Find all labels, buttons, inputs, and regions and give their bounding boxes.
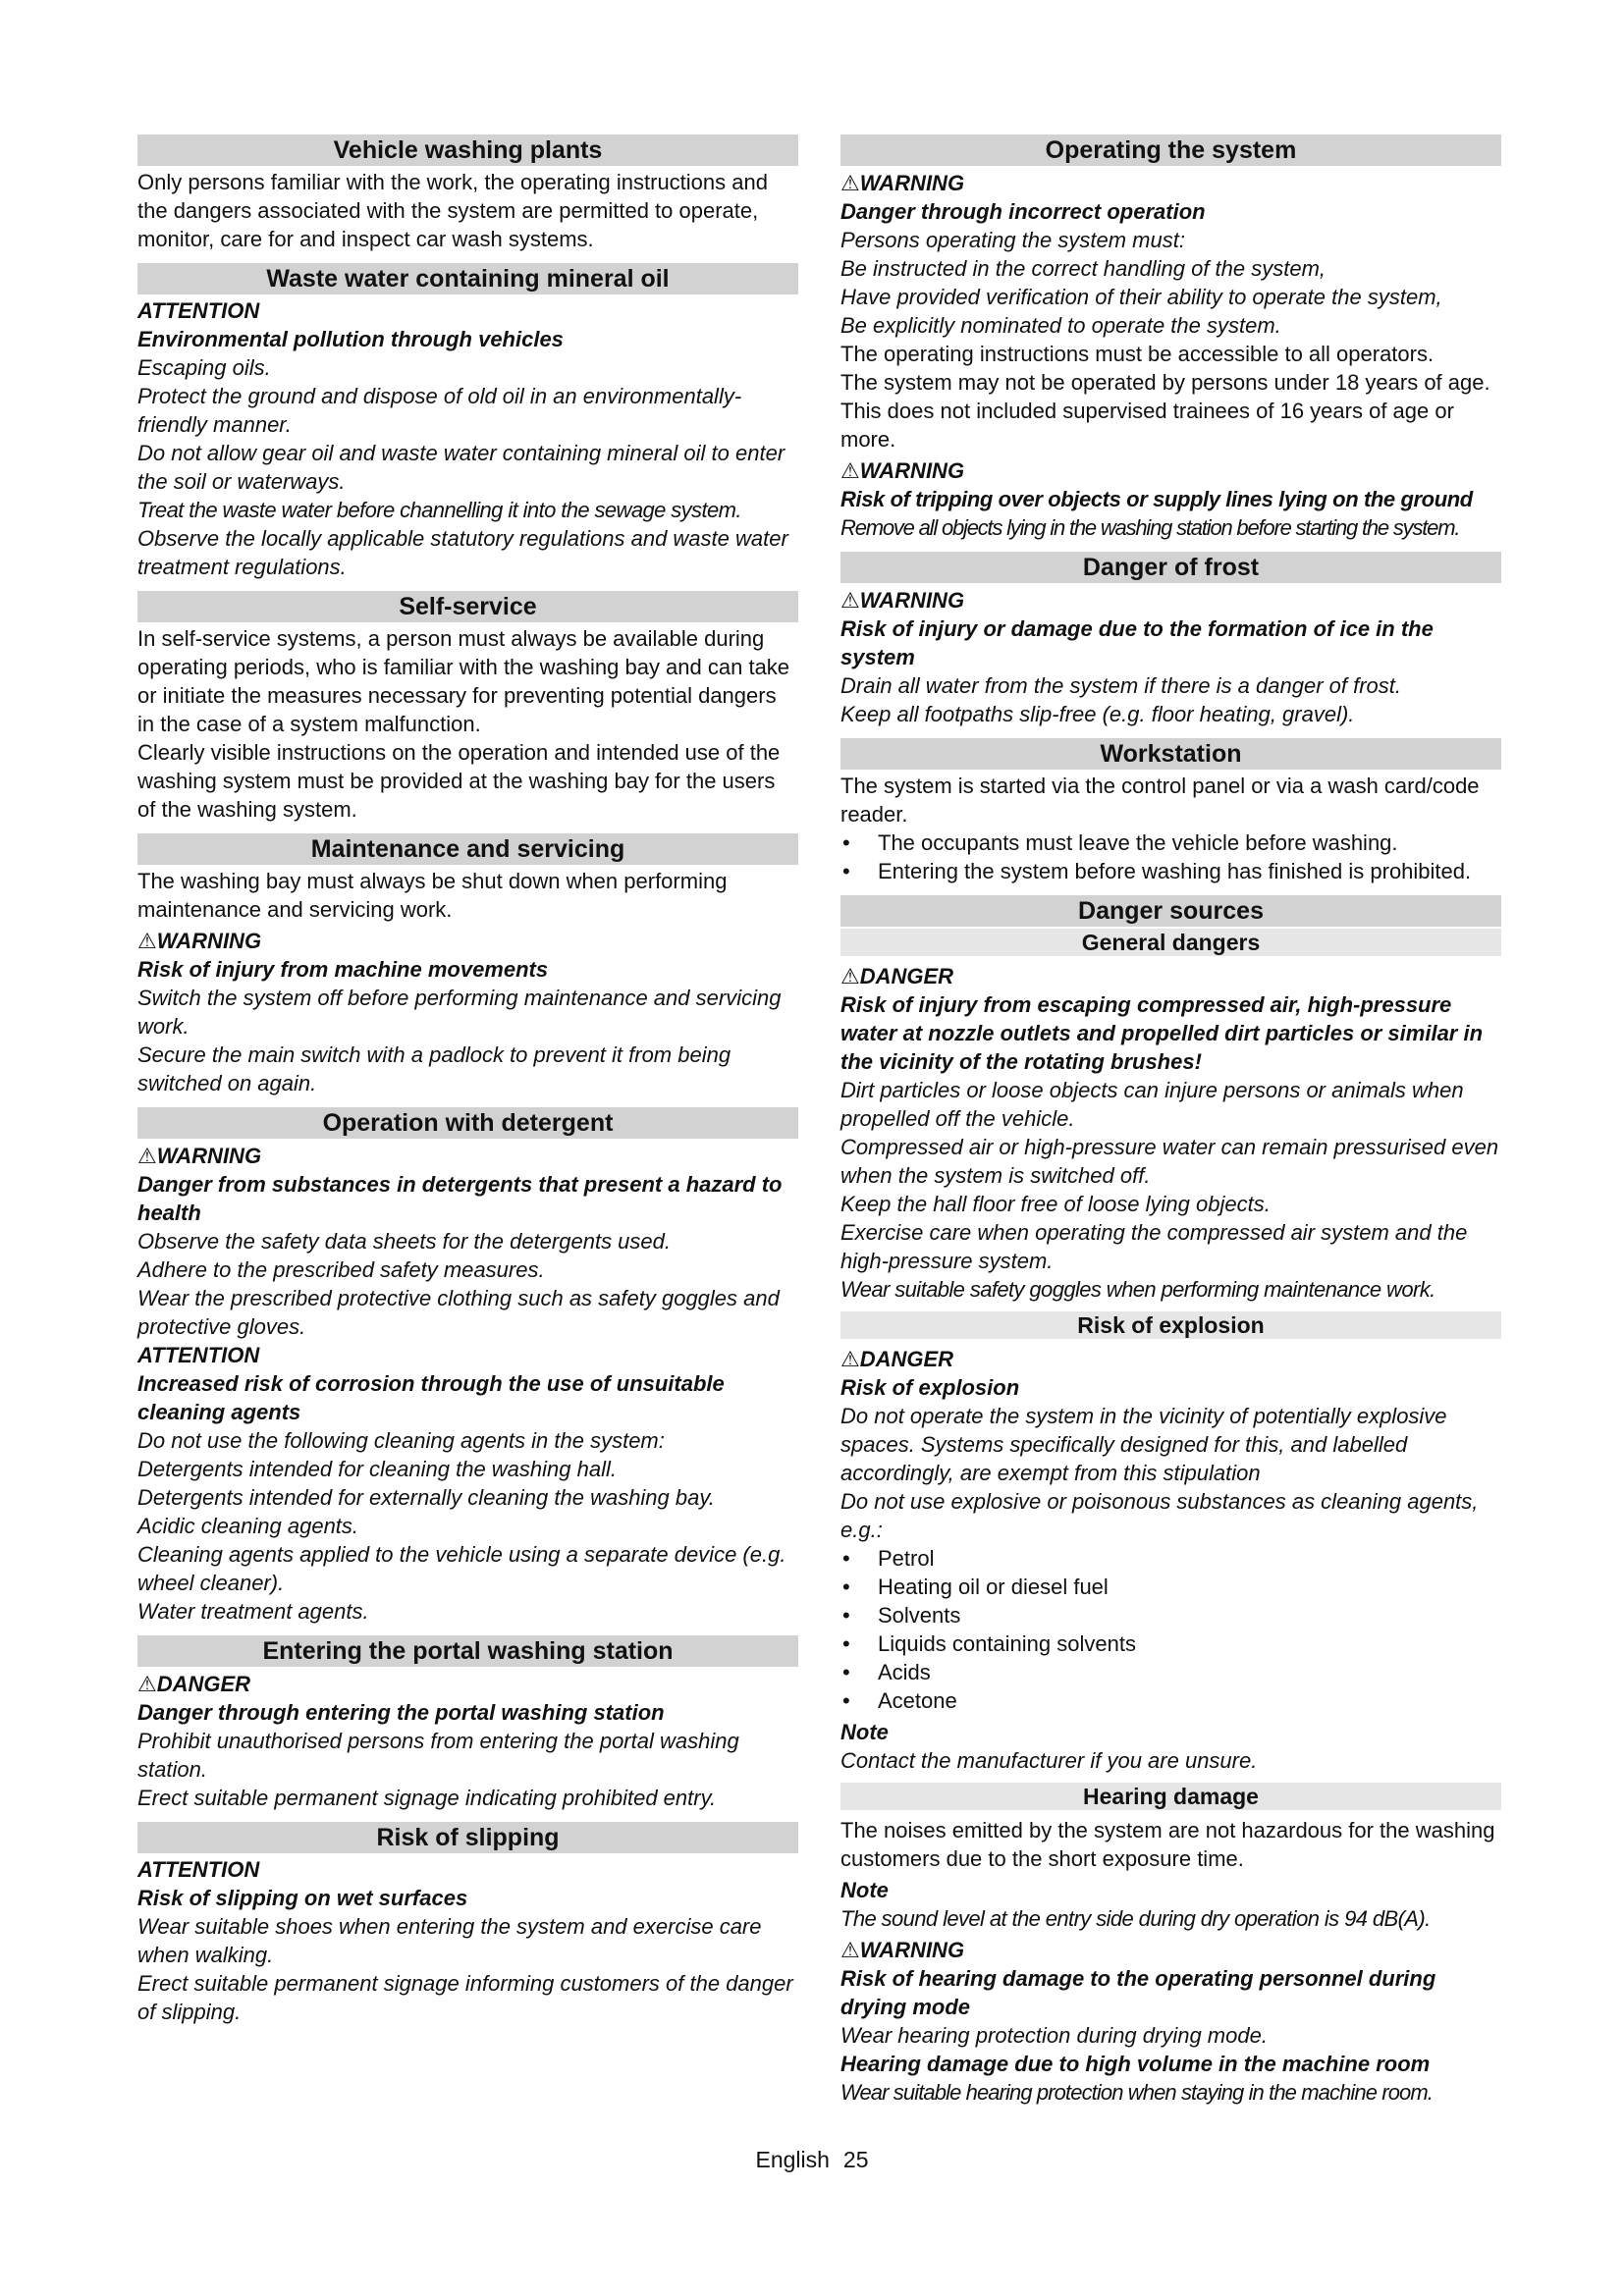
bullet-list xyxy=(840,1544,1501,1715)
page-footer xyxy=(0,2145,1624,2174)
instruction-line: Wear suitable hearing protection when staying in the machine room. xyxy=(840,2080,1434,2105)
signal-word: ⚠WARNING xyxy=(137,1144,262,1168)
paragraph: Only persons familiar with the work, the operating instructions and the dangers associated with the system are permitted to operate, monitor, care for and inspect car wash systems. xyxy=(137,170,768,251)
instruction-line: Protect the ground and dispose of old oil in an environmentally-friendly manner. xyxy=(137,384,742,437)
instruction-line: Erect suitable permanent signage indicating prohibited entry. xyxy=(137,1786,717,1810)
signal-word: ⚠DANGER xyxy=(840,1347,954,1371)
list-item: • Entering the system before washing has finished is prohibited. xyxy=(840,857,1501,885)
instruction-line: Dirt particles or loose objects can injure persons or animals when propelled off the vehicle. xyxy=(840,1078,1464,1131)
instruction-line: Cleaning agents applied to the vehicle using a separate device (e.g. wheel cleaner). xyxy=(137,1542,786,1595)
left-column xyxy=(137,134,798,2026)
instruction-line: Exercise care when operating the compressed air system and the high-pressure system. xyxy=(840,1220,1468,1273)
signal-word: ⚠WARNING xyxy=(840,588,965,613)
warning-triangle-icon: ⚠ xyxy=(840,1347,860,1371)
note-text: The sound level at the entry side during dry operation is 94 dB(A). xyxy=(840,1906,1431,1931)
footer-language: English xyxy=(755,2147,830,2172)
hazard-title: Increased risk of corrosion through the use of unsuitable cleaning agents xyxy=(137,1371,725,1424)
hazard-title: Danger through entering the portal washing station xyxy=(137,1700,665,1725)
section-heading-danger-sources: Danger sources xyxy=(840,895,1501,927)
instruction-line: Wear the prescribed protective clothing such as safety goggles and protective gloves. xyxy=(137,1286,780,1339)
instruction-line: Erect suitable permanent signage informing customers of the danger of slipping. xyxy=(137,1971,793,2024)
instruction-line: Secure the main switch with a padlock to prevent it from being switched on again. xyxy=(137,1042,731,1095)
instruction-line: Persons operating the system must: xyxy=(840,228,1185,252)
hazard-title: Hearing damage due to high volume in the machine room xyxy=(840,2052,1431,2076)
bullet-list xyxy=(840,828,1501,885)
instruction-line: Water treatment agents. xyxy=(137,1599,369,1624)
list-item: • Petrol xyxy=(840,1544,1501,1573)
section-heading-operating-system: Operating the system xyxy=(840,134,1501,166)
instruction-line: Detergents intended for externally cleaning the washing bay. xyxy=(137,1485,715,1510)
section-heading-self-service: Self-service xyxy=(137,591,798,622)
instruction-line: Observe the locally applicable statutory regulations and waste water treatment regulations. xyxy=(137,526,788,579)
warning-triangle-icon: ⚠ xyxy=(840,588,860,613)
instruction-line: Be explicitly nominated to operate the system. xyxy=(840,313,1281,338)
subheading-hearing-damage: Hearing damage xyxy=(840,1783,1501,1810)
signal-word: ⚠DANGER xyxy=(840,964,954,988)
signal-word: ⚠WARNING xyxy=(840,458,965,483)
instruction-line: Wear hearing protection during drying mode. xyxy=(840,2023,1268,2048)
section-heading-maintenance: Maintenance and servicing xyxy=(137,833,798,865)
paragraph: In self-service systems, a person must always be available during operating periods, who is familiar with the washing bay and can take or initiate the measures necessary for preventing potential dangers in the case of a system malfunction. xyxy=(137,626,790,736)
instruction-line: Wear suitable safety goggles when performing maintenance work. xyxy=(840,1277,1435,1302)
signal-word: ATTENTION xyxy=(137,1343,260,1367)
hazard-title: Danger through incorrect operation xyxy=(840,199,1206,224)
warning-triangle-icon: ⚠ xyxy=(137,929,157,953)
subheading-risk-of-explosion: Risk of explosion xyxy=(840,1311,1501,1339)
instruction-line: Acidic cleaning agents. xyxy=(137,1514,359,1538)
hazard-title: Risk of tripping over objects or supply lines lying on the ground xyxy=(840,487,1473,511)
signal-word: ATTENTION xyxy=(137,298,260,323)
instruction-line: Do not operate the system in the vicinity of potentially explosive spaces. Systems specifically designed for this, and labelled accordingly, are exempt from this stipulation xyxy=(840,1404,1447,1485)
note-label: Note xyxy=(840,1720,889,1744)
signal-word: ⚠WARNING xyxy=(840,1938,965,1962)
instruction-line: Compressed air or high-pressure water can remain pressurised even when the system is switched off. xyxy=(840,1135,1499,1188)
instruction-line: Detergents intended for cleaning the washing hall. xyxy=(137,1457,617,1481)
instruction-line: Do not allow gear oil and waste water containing mineral oil to enter the soil or waterways. xyxy=(137,441,785,494)
signal-word: ⚠WARNING xyxy=(137,929,262,953)
hazard-title: Risk of injury from machine movements xyxy=(137,957,549,982)
instruction-line: Keep all footpaths slip-free (e.g. floor heating, gravel). xyxy=(840,702,1355,726)
paragraph: The system is started via the control panel or via a wash card/code reader. xyxy=(840,774,1480,827)
warning-triangle-icon: ⚠ xyxy=(840,458,860,483)
paragraph: The system may not be operated by persons under 18 years of age. This does not included supervised trainees of 16 years of age or more. xyxy=(840,370,1490,452)
hazard-title: Risk of slipping on wet surfaces xyxy=(137,1886,468,1910)
instruction-line: Have provided verification of their ability to operate the system, xyxy=(840,285,1442,309)
note-label: Note xyxy=(840,1878,889,1902)
warning-triangle-icon: ⚠ xyxy=(137,1144,157,1168)
warning-triangle-icon: ⚠ xyxy=(840,964,860,988)
hazard-title: Environmental pollution through vehicles xyxy=(137,327,564,351)
list-item: • Solvents xyxy=(840,1601,1501,1629)
hazard-title: Risk of hearing damage to the operating personnel during drying mode xyxy=(840,1966,1436,2019)
list-item: • Acetone xyxy=(840,1686,1501,1715)
list-item: • Liquids containing solvents xyxy=(840,1629,1501,1658)
section-heading-workstation: Workstation xyxy=(840,738,1501,770)
page-number: 25 xyxy=(842,2147,869,2172)
instruction-line: Do not use the following cleaning agents in the system: xyxy=(137,1428,665,1453)
paragraph: The noises emitted by the system are not hazardous for the washing customers due to the short exposure time. xyxy=(840,1818,1495,1871)
hazard-title: Risk of injury or damage due to the formation of ice in the system xyxy=(840,616,1434,669)
paragraph: The washing bay must always be shut down when performing maintenance and servicing work. xyxy=(137,869,728,922)
section-heading-portal-station: Entering the portal washing station xyxy=(137,1635,798,1667)
instruction-line: Observe the safety data sheets for the detergents used. xyxy=(137,1229,671,1254)
instruction-line: Be instructed in the correct handling of the system, xyxy=(840,256,1326,281)
signal-word: ATTENTION xyxy=(137,1857,260,1882)
instruction-line: Keep the hall floor free of loose lying objects. xyxy=(840,1192,1271,1216)
hazard-title: Risk of explosion xyxy=(840,1375,1020,1400)
paragraph: The operating instructions must be accessible to all operators. xyxy=(840,342,1435,366)
instruction-line: Escaping oils. xyxy=(137,355,271,380)
instruction-line: Do not use explosive or poisonous substances as cleaning agents, e.g.: xyxy=(840,1489,1479,1542)
list-item: • Acids xyxy=(840,1658,1501,1686)
instruction-line: Wear suitable shoes when entering the system and exercise care when walking. xyxy=(137,1914,762,1967)
signal-word: ⚠WARNING xyxy=(840,171,965,195)
list-item: • Heating oil or diesel fuel xyxy=(840,1573,1501,1601)
section-heading-vehicle-washing-plants: Vehicle washing plants xyxy=(137,134,798,166)
instruction-line: Remove all objects lying in the washing station before starting the system. xyxy=(840,515,1460,540)
instruction-line: Drain all water from the system if there is a danger of frost. xyxy=(840,673,1402,698)
instruction-line: Switch the system off before performing maintenance and servicing work. xyxy=(137,986,782,1039)
warning-triangle-icon: ⚠ xyxy=(840,1938,860,1962)
section-heading-waste-water: Waste water containing mineral oil xyxy=(137,263,798,294)
hazard-title: Risk of injury from escaping compressed air, high-pressure water at nozzle outlets and propelled dirt particles or similar in the vicinity of the rotating brushes! xyxy=(840,992,1484,1074)
note-text: Contact the manufacturer if you are unsure. xyxy=(840,1748,1258,1773)
instruction-line: Treat the waste water before channelling it into the sewage system. xyxy=(137,498,741,522)
instruction-line: Prohibit unauthorised persons from entering the portal washing station. xyxy=(137,1729,739,1782)
warning-triangle-icon: ⚠ xyxy=(137,1672,157,1696)
warning-triangle-icon: ⚠ xyxy=(840,171,860,195)
hazard-title: Danger from substances in detergents that present a hazard to health xyxy=(137,1172,783,1225)
instruction-line: Adhere to the prescribed safety measures. xyxy=(137,1257,545,1282)
subheading-general-dangers: General dangers xyxy=(840,929,1501,956)
section-heading-detergent: Operation with detergent xyxy=(137,1107,798,1139)
signal-word: ⚠DANGER xyxy=(137,1672,251,1696)
list-item: • The occupants must leave the vehicle before washing. xyxy=(840,828,1501,857)
section-heading-danger-of-frost: Danger of frost xyxy=(840,552,1501,583)
paragraph: Clearly visible instructions on the operation and intended use of the washing system must be provided at the washing bay for the users of the washing system. xyxy=(137,740,781,822)
section-heading-risk-of-slipping: Risk of slipping xyxy=(137,1822,798,1853)
right-column xyxy=(840,134,1501,2107)
